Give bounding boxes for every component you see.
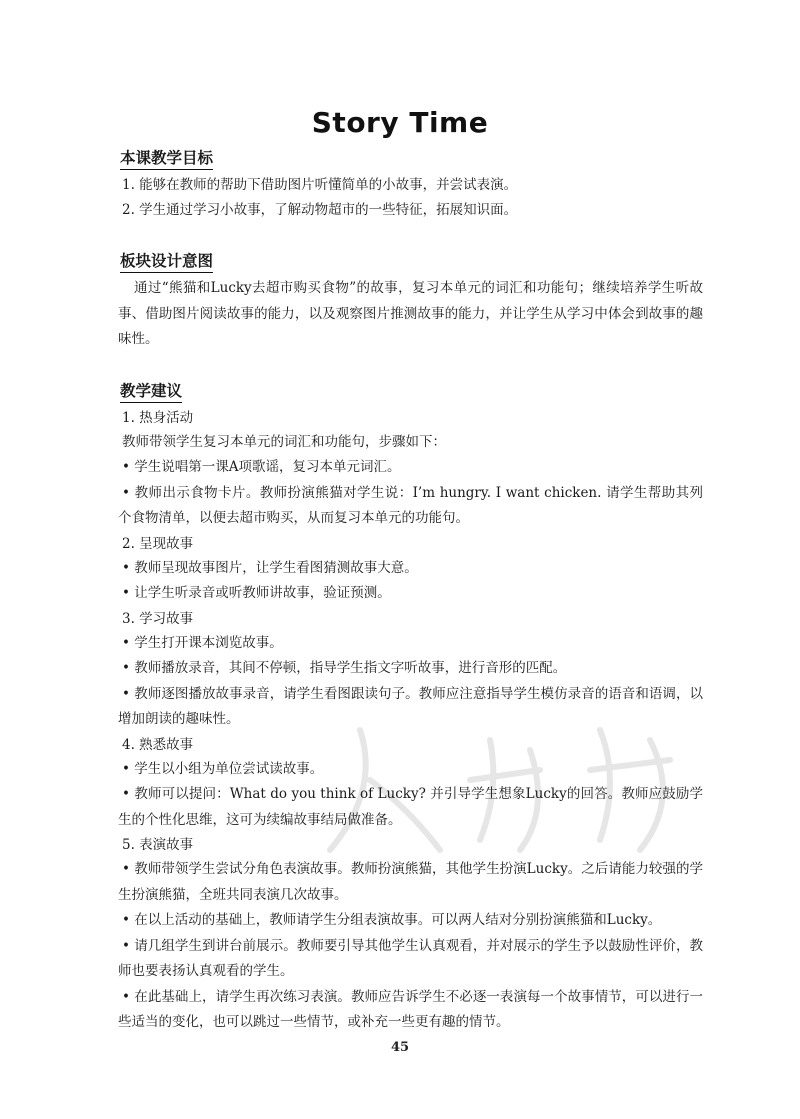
step-label: 4. 熟悉故事 xyxy=(122,736,194,753)
step-label: 3. 学习故事 xyxy=(122,610,194,627)
bullet-item: • 教师带领学生尝试分角色表演故事。教师扮演熊猫，其他学生扮演Lucky。之后请能力较强的学生扮演熊猫，全班共同表演几次故事。 xyxy=(118,861,703,903)
bullet-item: • 教师呈现故事图片，让学生看图猜测故事大意。 xyxy=(122,559,418,576)
bullet-item: • 教师出示食物卡片。教师扮演熊猫对学生说：I’m hungry. I want chicken. 请学生帮助其列个食物清单，以便去超市购买，从而复习本单元的功能句。 xyxy=(118,484,703,526)
goal-item: 1. 能够在教师的帮助下借助图片听懂简单的小故事，并尝试表演。 xyxy=(122,177,518,193)
design-section xyxy=(118,250,703,353)
bullet-item: • 教师逐图播放故事录音，请学生看图跟读句子。教师应注意指导学生模仿录音的语音和语调，以增加朗读的趣味性。 xyxy=(118,685,703,727)
goals-heading: 本课教学目标 xyxy=(120,147,213,170)
suggestions-section xyxy=(118,380,703,1036)
goals-section xyxy=(118,147,703,223)
bullet-item: • 学生说唱第一课A项歌谣，复习本单元词汇。 xyxy=(122,459,401,475)
step-intro: 教师带领学生复习本单元的词汇和功能句，步骤如下： xyxy=(122,433,446,450)
main-content xyxy=(118,147,703,1036)
bullet-item: • 教师可以提问：What do you think of Lucky? 并引导学生想象Lucky的回答。教师应鼓励学生的个性化思维，这可为续编故事结局做准备。 xyxy=(118,786,703,828)
step-label: 1. 热身活动 xyxy=(122,409,194,426)
bullet-item: • 学生打开课本浏览故事。 xyxy=(122,634,283,651)
bullet-item: • 学生以小组为单位尝试读故事。 xyxy=(122,760,324,777)
design-heading: 板块设计意图 xyxy=(120,250,213,273)
bullet-item: • 让学生听录音或听教师讲故事，验证预测。 xyxy=(122,585,391,601)
bullet-item: • 在此基础上，请学生再次练习表演。教师应告诉学生不必逐一表演每一个故事情节，可以进行一些适当的变化，也可以跳过一些情节，或补充一些更有趣的情节。 xyxy=(118,988,703,1030)
step-label: 2. 呈现故事 xyxy=(122,535,194,552)
bullet-item: • 请几组学生到讲台前展示。教师要引导其他学生认真观看，并对展示的学生予以鼓励性评价，教师也要表扬认真观看的学生。 xyxy=(118,937,703,979)
bullet-item: • 教师播放录音，其间不停顿，指导学生指文字听故事，进行音形的匹配。 xyxy=(122,660,567,676)
step-label: 5. 表演故事 xyxy=(122,837,194,853)
bullet-item: • 在以上活动的基础上，教师请学生分组表演故事。可以两人结对分别扮演熊猫和Lucky。 xyxy=(122,912,662,928)
page-title: Story Time xyxy=(311,106,489,139)
goal-item: 2. 学生通过学习小故事，了解动物超市的一些特征，拓展知识面。 xyxy=(122,202,518,218)
page-number: 45 xyxy=(390,1040,410,1055)
suggestions-heading: 教学建议 xyxy=(120,380,182,403)
design-paragraph: 通过“熊猫和Lucky去超市购买食物”的故事，复习本单元的词汇和功能句；继续培养学生听故事、借助图片阅读故事的能力，以及观察图片推测故事的能力，并让学生从学习中体会到故事的趣味性。 xyxy=(118,280,703,347)
